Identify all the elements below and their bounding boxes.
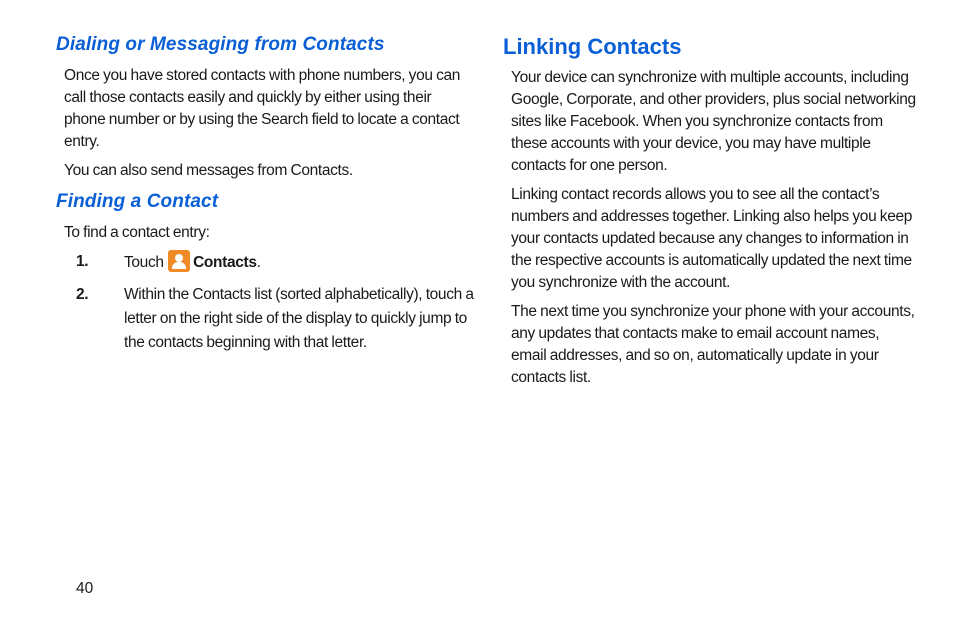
step-number: 1. <box>76 253 89 270</box>
step-2 <box>76 283 486 358</box>
paragraph-linking-records: Linking contact records allows you to see all the contact’s numbers and addresses together. Linking also helps you keep your contacts updated because any changes to information in the respective accounts is automatically updated the next time you synchronize with the account. <box>511 186 913 291</box>
contacts-app-label: Contacts <box>193 254 257 271</box>
paragraph-synchronize-accounts: Your device can synchronize with multiple accounts, including Google, Corporate, and other providers, plus social networking sites like Facebook. When you synchronize contacts from these accounts with your device, you may have multiple contacts for one person. <box>511 69 916 174</box>
heading-linking-contacts: Linking Contacts <box>503 34 682 59</box>
heading-dialing-messaging: Dialing or Messaging from Contacts <box>56 34 385 55</box>
paragraph-find-entry: To find a contact entry: <box>64 224 210 241</box>
paragraph-stored-contacts: Once you have stored contacts with phone numbers, you can call those contacts easily and quickly by either using their phone number or by using the Search field to locate a contact entry. <box>64 67 461 150</box>
step-touch-text: Touch <box>124 254 164 271</box>
step-number: 2. <box>76 286 89 303</box>
heading-finding-contact: Finding a Contact <box>56 191 219 212</box>
paragraph-send-messages: You can also send messages from Contacts. <box>64 162 353 179</box>
step-period: . <box>256 254 261 271</box>
contacts-app-icon <box>168 250 190 272</box>
step-text <box>124 250 484 275</box>
step-text: Within the Contacts list (sorted alphabetically), touch a letter on the right side of the display to quickly jump to the contacts beginning with that letter. <box>124 286 474 351</box>
paragraph-next-sync: The next time you synchronize your phone with your accounts, any updates that contacts make to email account names, email addresses, and so on, automatically update in your contacts list. <box>511 303 915 386</box>
page-number: 40 <box>76 580 94 597</box>
step-1 <box>76 250 486 276</box>
